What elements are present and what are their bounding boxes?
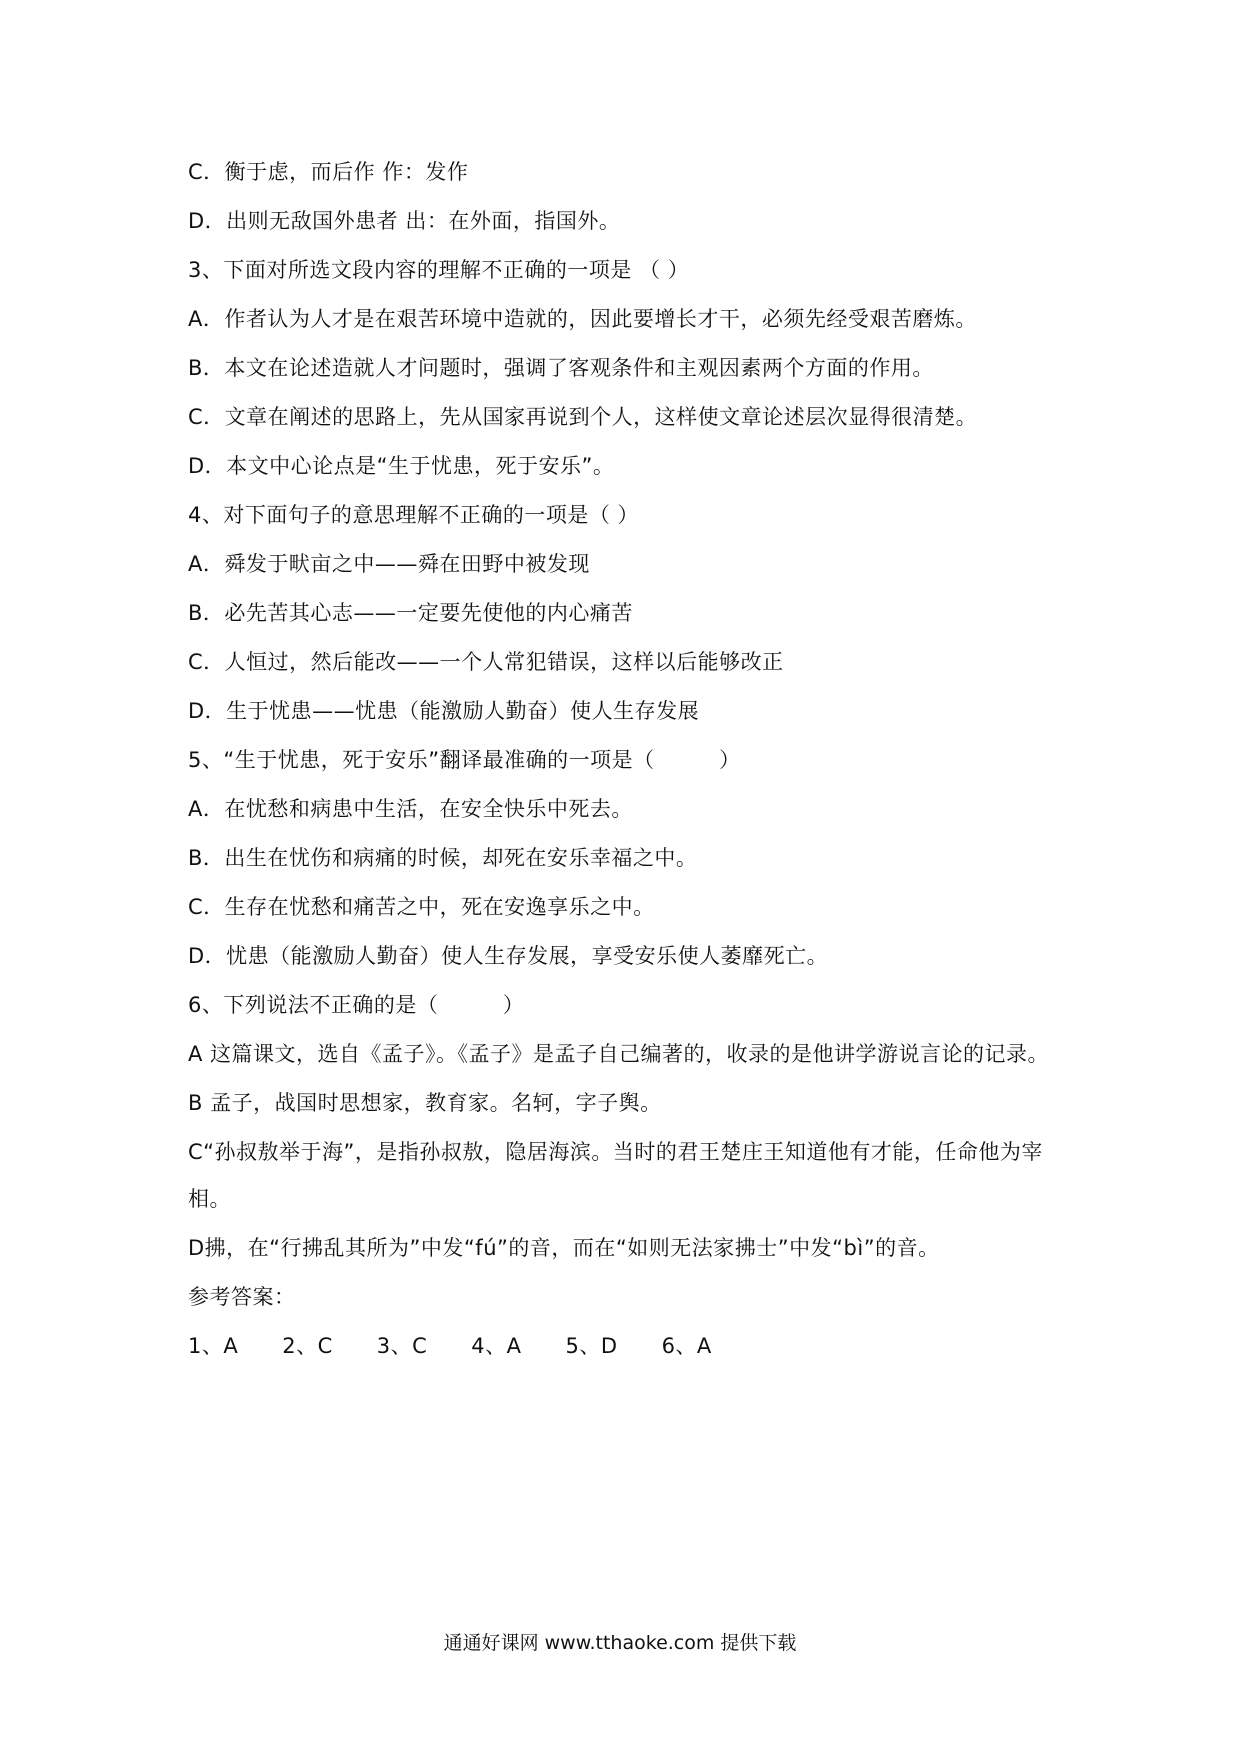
question-4-option-d: D．生于忧患——忧患（能激励人勤奋）使人生存发展 [188, 699, 700, 723]
question-5-stem: 5、“生于忧患，死于安乐”翻译最准确的一项是（ ） [188, 748, 741, 772]
question-3-option-d: D．本文中心论点是“生于忧患，死于安乐”。 [188, 454, 615, 478]
answer-6: 6、A [661, 1334, 712, 1358]
question-6-option-d: D拂，在“行拂乱其所为”中发“fú”的音，而在“如则无法家拂士”中发“bì”的音。 [188, 1236, 940, 1260]
question-4-option-c: C．人恒过，然后能改——一个人常犯错误，这样以后能够改正 [188, 650, 784, 674]
answer-key-heading: 参考答案： [188, 1285, 296, 1309]
answer-2: 2、C [282, 1334, 333, 1358]
answer-5: 5、D [565, 1334, 618, 1358]
question-6-option-a: A 这篇课文，选自《孟子》。《孟子》是孟子自己编著的，收录的是他讲学游说言论的记录。 [188, 1042, 1050, 1066]
question-3-stem: 3、下面对所选文段内容的理解不正确的一项是 （ ） [188, 258, 690, 282]
answer-key-list [188, 1331, 1068, 1380]
option-d-text: D．出则无敌国外患者 出：在外面，指国外。 [188, 209, 621, 233]
answer-4: 4、A [471, 1334, 522, 1358]
question-4-option-a: A．舜发于畎亩之中——舜在田野中被发现 [188, 552, 590, 576]
answer-3: 3、C [376, 1334, 428, 1358]
question-4-option-b: B．必先苦其心志——一定要先使他的内心痛苦 [188, 601, 633, 625]
question-3-option-c: C．文章在阐述的思路上，先从国家再说到个人，这样使文章论述层次显得很清楚。 [188, 405, 978, 429]
question-content [188, 157, 1068, 1380]
question-5-option-a: A．在忧愁和病患中生活，在安全快乐中死去。 [188, 797, 633, 821]
question-5-option-b: B．出生在忧伤和病痛的时候，却死在安乐幸福之中。 [188, 846, 698, 870]
question-6-stem: 6、下列说法不正确的是（ ） [188, 993, 525, 1017]
question-3-option-a: A．作者认为人才是在艰苦环境中造就的，因此要增长才干，必须先经受艰苦磨炼。 [188, 307, 977, 331]
question-6-option-b: B 孟子，战国时思想家，教育家。名轲，字子舆。 [188, 1091, 662, 1115]
question-6-option-c-continued: 相。 [188, 1187, 231, 1211]
question-3-option-b: B．本文在论述造就人才问题时，强调了客观条件和主观因素两个方面的作用。 [188, 356, 934, 380]
question-6-option-c: C“孙叔敖举于海”，是指孙叔敖，隐居海滨。当时的君王楚庄王知道他有才能，任命他为宰 [188, 1140, 1043, 1164]
answer-1: 1、A [188, 1334, 239, 1358]
option-c-text: C．衡于虑，而后作 作：发作 [188, 160, 469, 184]
question-5-option-c: C．生存在忧愁和痛苦之中，死在安逸享乐之中。 [188, 895, 655, 919]
page-footer: 通通好课网 www.tthaoke.com 提供下载 [443, 1632, 797, 1654]
question-5-option-d: D．忧患（能激励人勤奋）使人生存发展，享受安乐使人萎靡死亡。 [188, 944, 829, 968]
question-4-stem: 4、对下面句子的意思理解不正确的一项是（ ） [188, 503, 640, 527]
